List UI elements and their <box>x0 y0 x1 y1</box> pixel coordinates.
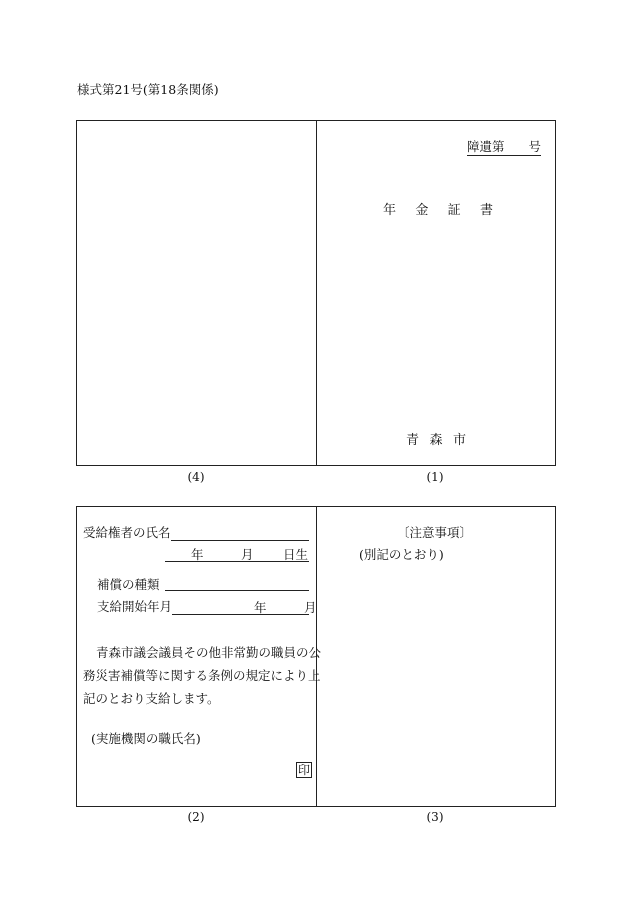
agency-name-label: (実施機関の職氏名) <box>91 731 201 746</box>
certificate-title-char: 書 <box>479 203 493 218</box>
recipient-name-row <box>83 523 309 541</box>
issuer-char: 市 <box>452 433 466 448</box>
issuer-char: 森 <box>429 433 443 448</box>
payment-statement <box>83 641 322 710</box>
issuer-char: 青 <box>406 433 420 448</box>
start-month: 月 <box>304 600 317 615</box>
recipient-name-line <box>171 525 309 541</box>
certificate-number-suffix: 号 <box>528 139 542 154</box>
top-panel-divider <box>316 121 317 465</box>
panel-caption-3: (3) <box>426 810 444 824</box>
payment-statement-line: 記のとおり支給します。 <box>83 691 220 706</box>
payment-statement-line: 務災害補償等に関する条例の規定により上 <box>83 668 321 683</box>
birth-date-row <box>165 545 309 562</box>
bottom-panel-set <box>76 506 556 807</box>
start-date-label: 支給開始年月 <box>97 599 173 614</box>
panel-caption-4: (4) <box>187 470 205 484</box>
notes-heading: 〔注意事項〕 <box>397 525 473 540</box>
notes-text: (別記のとおり) <box>359 547 444 562</box>
certificate-number <box>467 137 541 156</box>
certificate-title <box>383 199 493 218</box>
payment-statement-line: 青森市議会議員その他非常勤の職員の公 <box>96 645 322 660</box>
form-number-label: 様式第21号(第18条関係) <box>77 82 219 97</box>
panel-caption-1: (1) <box>426 470 444 484</box>
issuer-name <box>406 429 466 448</box>
birth-day: 日生 <box>283 547 309 562</box>
panel-caption-2: (2) <box>187 810 205 824</box>
seal-mark: 印 <box>298 763 311 777</box>
certificate-title-char: 証 <box>447 203 461 218</box>
compensation-type-label: 補償の種類 <box>97 577 160 592</box>
certificate-title-char: 金 <box>415 203 429 218</box>
compensation-type-line <box>165 575 309 591</box>
birth-month: 月 <box>241 547 254 562</box>
birth-year: 年 <box>191 547 204 562</box>
certificate-title-char: 年 <box>383 203 397 218</box>
recipient-name-label: 受給権者の氏名 <box>83 525 171 540</box>
certificate-number-prefix: 障遺第 <box>467 139 505 154</box>
top-panel-set <box>76 120 556 466</box>
start-year: 年 <box>254 600 267 615</box>
start-date-row <box>97 597 317 615</box>
start-date-line <box>172 598 317 615</box>
